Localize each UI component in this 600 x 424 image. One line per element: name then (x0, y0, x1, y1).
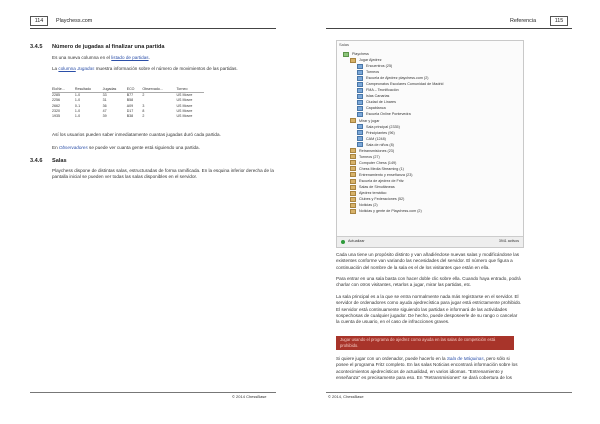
paragraph: Si quiere jugar con un ordenador, puede hacerlo en la Sala de Máquinas, pero sólo si posee el programa Fritz completo. En las salas Noticias encontrará información sobre los acontecimientos ajedrecísticos de actualidad, en varios idiomas. "Entrenamiento y enseñanza" es precisamente para eso. En "Retransmisiones" se dará cobertura de los (336, 356, 518, 380)
tree-item-label: Sala principal (2335) (366, 124, 400, 129)
running-header: Playchess.com (56, 18, 93, 24)
paragraph: Playchess dispone de distintas salas, estructuradas de forma ramificada. En la esquina inferior derecha de la pantalla inicial se pueden ver todas las salas disponibles en el servidor. (52, 168, 274, 180)
tree-item-label: Clubes y Federaciones (52) (359, 197, 405, 202)
room-icon (357, 142, 363, 147)
tree-item-label: Escuela Online Pontevedra (366, 112, 411, 117)
folder-icon (350, 58, 356, 63)
folder-icon (350, 197, 356, 202)
tree-item-label: Retransmisiones (23) (359, 148, 395, 153)
tree-item-label: Salas de Simultáneas (359, 185, 395, 190)
footer-rule (30, 392, 276, 393)
folder-icon (350, 191, 356, 196)
room-icon (357, 76, 363, 81)
games-table (52, 87, 204, 119)
room-icon (357, 130, 363, 135)
room-icon (357, 136, 363, 141)
tree-item-label: Noticias (2) (359, 203, 378, 208)
tree-item-label: Ciudad de Linares (366, 100, 396, 105)
window-title: Salas (339, 42, 350, 47)
refresh-icon[interactable] (341, 240, 345, 244)
room-icon (357, 124, 363, 129)
table-row: 2662 0-1 36 A09 3 US Movre (52, 103, 193, 108)
column-header: EloNe... (52, 87, 75, 93)
tree-item-label: Principiantes (96) (366, 130, 395, 135)
tree-item-label: Jugar Ajedrez (359, 58, 382, 63)
tree-item-label: CAM (1248) (366, 136, 386, 141)
room-icon (357, 82, 363, 87)
folder-icon (350, 179, 356, 184)
section-title: Salas (52, 158, 67, 164)
room-icon (357, 88, 363, 93)
columna-link[interactable]: columna (58, 66, 76, 71)
paragraph: La columna Jugadas muestra información sobre el número de movimientos de las partidas. (52, 66, 238, 71)
tree-item-label: Noticias y gente de Playchess.com (2) (359, 209, 422, 214)
folder-icon (350, 118, 356, 123)
folder-icon (350, 166, 356, 171)
tree-item-label: Entrenamiento y enseñanza (23) (359, 172, 413, 177)
table-row: 2285 1-0 33 B77 2 US Movre (52, 93, 193, 97)
footer-copyright: © 2014 ChessBase (232, 394, 267, 399)
column-header: ECO (127, 87, 143, 93)
room-icon (357, 112, 363, 117)
folder-icon (350, 185, 356, 190)
warning-text: Jugar usando el programa de ajedrez como ayuda en las salas de competición está prohibido. (340, 337, 496, 348)
tree-item-label: Encuentros (25) (366, 64, 393, 69)
running-header: Referencia (510, 18, 537, 24)
folder-icon (350, 209, 356, 214)
paragraph: Para entrar en una sala basta con hacer doble clic sobre ella. Cuando haya entrado, podrá charlar con otros visitantes, retarlos a jugar, mirar las partidas, etc. (336, 276, 521, 288)
room-icon (357, 70, 363, 75)
folder-icon (350, 203, 356, 208)
folder-icon (350, 172, 356, 177)
page-number: 114 (30, 16, 48, 26)
folder-icon (350, 160, 356, 165)
table-row: 1935 1-0 39 B38 2 US Movre (52, 114, 193, 119)
column-header: Jugadas (103, 87, 127, 93)
refresh-button[interactable]: Actualizar (348, 239, 365, 243)
status-bar (337, 236, 523, 247)
column-header: Resultado (75, 87, 103, 93)
active-users-count: 3941 activos (498, 239, 519, 243)
paragraph: La sala principal es a la que se entra normalmente nada más registrarse en el servidor. El servidor de ordenadores como ayuda ajedrecística para jugar está estrictamente prohibido. El servidor está continuamente siguiendo las partidas e informará de las actividades sospechosas de cualquier jugador. De hecho, puede desposeerle de su rango o cancelar la cuenta de usuario, en el caso de infracciones graves. (336, 294, 522, 325)
tree-item-label: Escuela de Ajedrez playchess.com (2) (366, 76, 429, 81)
page-number: 115 (550, 16, 568, 26)
rooms-tree (343, 51, 443, 214)
tree-item-label: Ajedrez temático (359, 191, 387, 196)
header-rule (326, 28, 572, 29)
paragraph: En Observadores se puede ver cuanta gente está siguiendo una partida. (52, 145, 200, 150)
tree-item-label: Capablanca (366, 106, 386, 111)
footer-rule (326, 392, 572, 393)
section-title: Número de jugadas al finalizar una partida (52, 44, 165, 50)
table-row: 2320 1-0 47 D17 8 US Movre (52, 108, 193, 113)
section-number: 3.4.6 (30, 158, 43, 164)
folder-icon (350, 154, 356, 159)
tree-item-label: Escuela de ajedrez de Fritz (359, 178, 404, 183)
column-header: Torneo (176, 87, 204, 93)
tree-item-label: Islas Canarias (366, 94, 390, 99)
tree-item-label: Playchess (352, 52, 369, 56)
tree-item-label: Torneos (27) (359, 154, 380, 159)
folder-icon (350, 148, 356, 153)
tree-item-label: Mirar y jugar (359, 118, 380, 123)
server-icon (343, 52, 349, 57)
paragraph: Así los usuarios pueden saber inmediatamente cuantas jugadas duró cada partida. (52, 132, 221, 137)
tree-item[interactable] (343, 208, 443, 214)
footer-copyright: © 2014, ChessBase (328, 394, 364, 399)
tree-item-label: Sala de niños (8) (366, 142, 394, 147)
room-icon (357, 106, 363, 111)
warning-box (336, 336, 514, 350)
tree-item-label: Torneos (366, 70, 380, 75)
table-row: 2256 1-0 31 B58 US Movre (52, 98, 193, 103)
listado-link[interactable]: listado de partidas (111, 55, 149, 60)
column-header: Observado... (142, 87, 176, 93)
tree-item-label: Campeonatos Escolares Comunidad de Madrid (366, 82, 444, 87)
paragraph: Cada una tiene un propósito distinto y van añadiéndose nuevas salas y modificándose las existentes conforme van variando las necesidades del servidor. El número que figura a continuación del nombre de la sala es el de los visitantes que están en ella. (336, 252, 520, 270)
section-number: 3.4.5 (30, 44, 43, 50)
room-icon (357, 100, 363, 105)
room-icon (357, 64, 363, 69)
paragraph: Es una nueva columna en el listado de partidas. (52, 55, 150, 60)
tree-item-label: Chess Media Streaming (1) (359, 166, 404, 171)
header-rule (30, 28, 276, 29)
tree-item-label: FMA – Tecnificación (366, 88, 399, 93)
rooms-window-screenshot (336, 40, 524, 248)
tree-item-label: Computer Chess (149) (359, 160, 397, 165)
room-icon (357, 94, 363, 99)
